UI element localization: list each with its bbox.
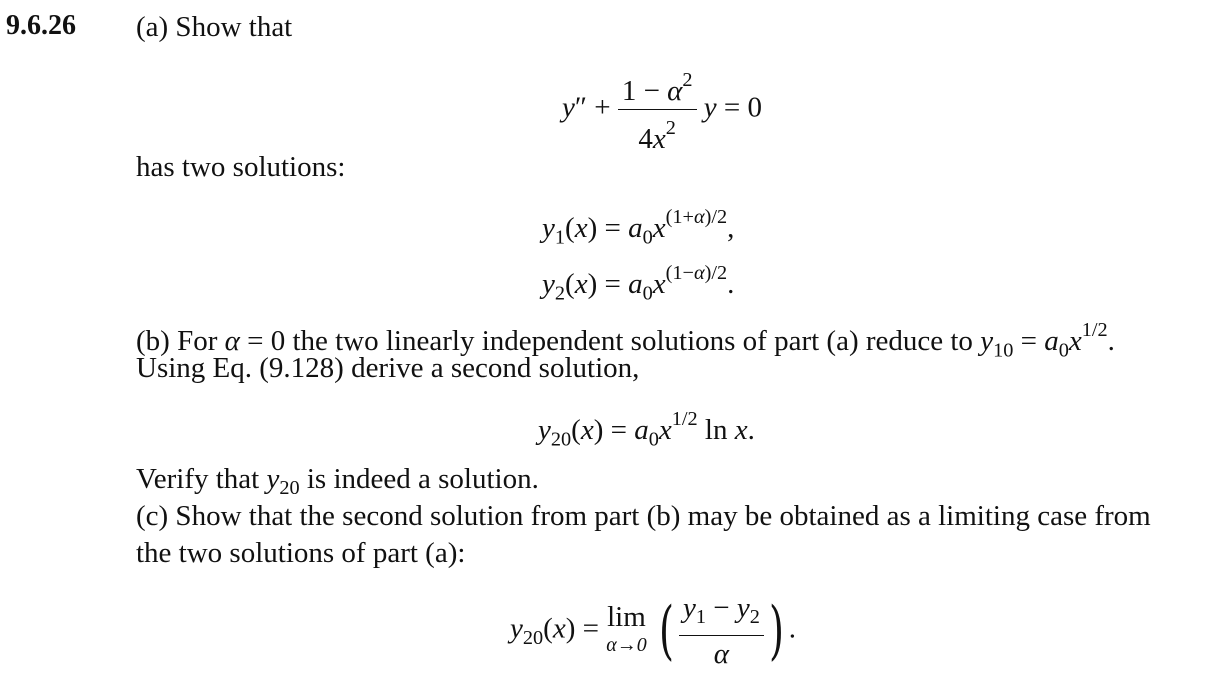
part-c-line2: the two solutions of part (a): — [136, 537, 466, 569]
limit-fraction: $\frac{y_1 - y_2}{\alpha}$ — [679, 590, 764, 672]
y1-equation: $y_1(x) = a_0x^{(1+\alpha)/2}$, — [542, 206, 735, 249]
problem-number: 9.6.26 — [6, 10, 76, 41]
has-two-solutions: has two solutions: — [136, 151, 346, 183]
part-c-line1: (c) Show that the second solution from part (b) may be obtained as a limiting case from — [136, 500, 1151, 532]
limit-equation: $y_{20}(x)$ = lim α→0 ( $\frac{y_1 - y_2}{\alpha}$ ) . — [510, 592, 797, 671]
y20-equation: $y_{20}(x) = a_0x^{1/2}$ ln x. — [538, 408, 755, 451]
part-b-line1: (b) For α = 0 the two linearly independent solutions of part (a) reduce to $y_{10} = a_0x^{1/2}$. — [136, 319, 1115, 362]
ode-equation: y″ + $\frac{1 - \alpha^2}{4x^2}$ y = 0 — [562, 62, 762, 157]
verify-line: Verify that $y_{20}$ is indeed a solution. — [136, 463, 539, 500]
limit-operator: lim α→0 — [606, 601, 647, 657]
y2-equation: $y_2(x) = a_0x^{(1-\alpha)/2}$. — [542, 262, 735, 305]
ode-fraction: $\frac{1 - \alpha^2}{4x^2}$ — [618, 62, 697, 157]
part-a-intro: (a) Show that — [136, 11, 293, 43]
part-b-line2: Using Eq. (9.128) derive a second solution, — [136, 352, 640, 384]
